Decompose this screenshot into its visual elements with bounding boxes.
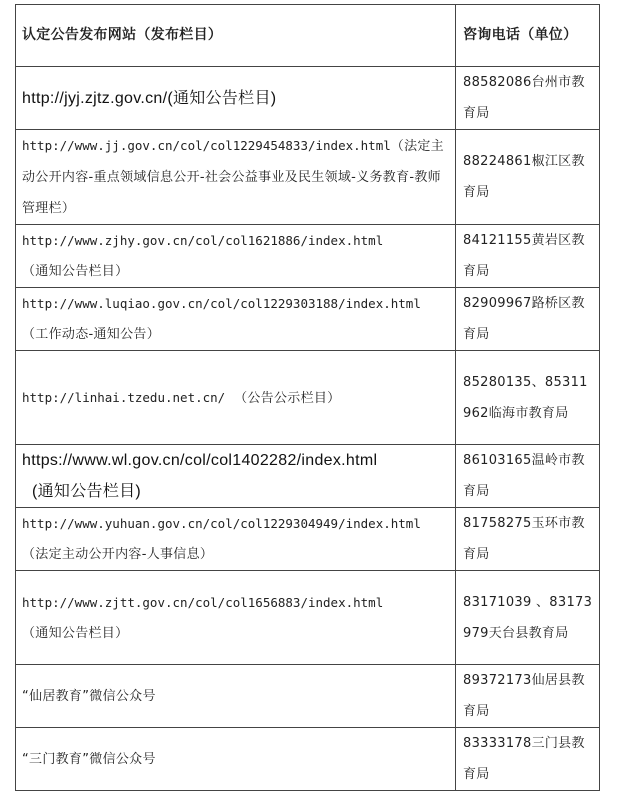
website-url[interactable]: http://linhai.tzedu.net.cn/ <box>22 389 226 405</box>
phone-cell: 84121155黄岩区教育局 <box>456 225 600 288</box>
table-row <box>16 351 600 445</box>
website-cell <box>16 288 456 351</box>
table-row <box>16 67 600 130</box>
phone-cell: 81758275玉环市教育局 <box>456 508 600 571</box>
phone-cell: 86103165温岭市教育局 <box>456 445 600 508</box>
website-url[interactable]: http://www.jj.gov.cn/col/col1229454833/index.html <box>22 138 391 153</box>
website-column: （法定主动公开内容-重点领域信息公开-社会公益事业及民生领域-义务教育-教师管理栏） <box>22 139 444 216</box>
website-cell <box>16 351 456 445</box>
website-column: （通知公告栏目） <box>22 264 129 279</box>
header-phone: 咨询电话（单位） <box>456 5 600 67</box>
phone-cell: 82909967路桥区教育局 <box>456 288 600 351</box>
website-column: （工作动态-通知公告） <box>22 327 160 342</box>
phone-cell: 89372173仙居县教育局 <box>456 665 600 728</box>
website-url[interactable]: http://www.yuhuan.gov.cn/col/col1229304949/index.html <box>22 516 421 531</box>
table-row <box>16 665 600 728</box>
header-website: 认定公告发布网站（发布栏目） <box>16 5 456 67</box>
table-row <box>16 288 600 351</box>
website-column: （法定主动公开内容-人事信息） <box>22 547 214 562</box>
table-row <box>16 225 600 288</box>
phone-cell: 83171039 、83173979天台县教育局 <box>456 571 600 665</box>
phone-cell: 85280135、85311962临海市教育局 <box>456 351 600 445</box>
website-cell <box>16 130 456 225</box>
table-row <box>16 728 600 791</box>
phone-cell: 88582086台州市教育局 <box>456 67 600 130</box>
table-row <box>16 130 600 225</box>
website-url: “仙居教育”微信公众号 <box>22 688 156 704</box>
website-url[interactable]: http://www.zjhy.gov.cn/col/col1621886/index.html <box>22 233 384 248</box>
website-url[interactable]: https://www.wl.gov.cn/col/col1402282/index.html <box>22 452 378 469</box>
website-column: （通知公告栏目） <box>22 625 129 641</box>
table-row <box>16 445 600 508</box>
website-cell <box>16 728 456 791</box>
website-cell <box>16 508 456 571</box>
website-column: (通知公告栏目) <box>167 89 277 107</box>
website-cell <box>16 571 456 665</box>
website-url[interactable]: http://jyj.zjtz.gov.cn/ <box>22 89 168 107</box>
website-url[interactable]: http://www.zjtt.gov.cn/col/col1656883/index.html <box>22 594 384 610</box>
phone-cell: 88224861椒江区教育局 <box>456 130 600 225</box>
phone-cell: 83333178三门县教育局 <box>456 728 600 791</box>
website-cell <box>16 445 456 508</box>
website-cell <box>16 225 456 288</box>
table-row <box>16 571 600 665</box>
website-cell <box>16 665 456 728</box>
website-column: （公告公示栏目） <box>234 390 341 406</box>
website-url[interactable]: http://www.luqiao.gov.cn/col/col1229303188/index.html <box>22 296 421 311</box>
table-row <box>16 508 600 571</box>
website-cell <box>16 67 456 130</box>
website-column: (通知公告栏目) <box>32 483 142 500</box>
contact-table <box>15 4 600 791</box>
website-url: “三门教育”微信公众号 <box>22 751 156 767</box>
table-header-row <box>16 5 600 67</box>
